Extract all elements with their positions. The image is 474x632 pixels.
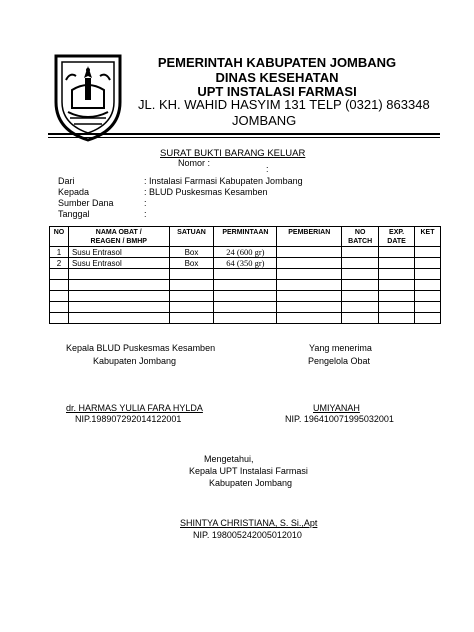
cell-nama: Susu Entrasol	[68, 247, 169, 258]
header-government: PEMERINTAH KABUPATEN JOMBANG	[157, 55, 397, 70]
table-row-empty	[50, 291, 441, 302]
col-header-no-batch-line1: NO	[354, 229, 366, 236]
table-row	[50, 258, 441, 269]
signatory-center-title-2: Kabupaten Jombang	[209, 478, 293, 488]
col-header-nama-line1: NAMA OBAT /	[95, 229, 142, 236]
signatory-right-title-2: Pengelola Obat	[308, 356, 371, 366]
table-row-empty	[50, 280, 441, 291]
col-header-exp-date-line2: DATE	[387, 238, 406, 245]
col-header-nama	[68, 227, 169, 247]
field-value-sumber-dana: :	[144, 198, 147, 208]
signatory-left-name: dr. HARMAS YULIA FARA HYLDA	[66, 403, 203, 413]
nomor-colon: :	[266, 164, 269, 174]
header-divider	[48, 133, 440, 135]
signatory-center-name: SHINTYA CHRISTIANA, S. Si.,Apt	[180, 518, 318, 528]
mengetahui-label: Mengetahui,	[204, 454, 254, 464]
signatory-center-nip: NIP. 198005242005012010	[193, 530, 302, 540]
cell-exp-date	[379, 258, 415, 269]
cell-no: 2	[50, 258, 69, 269]
col-header-no-batch	[342, 227, 379, 247]
header-unit: UPT INSTALASI FARMASI	[197, 84, 357, 99]
signatory-center-title-1: Kepala UPT Instalasi Farmasi	[189, 466, 308, 476]
cell-no-batch	[342, 258, 379, 269]
signatory-right-title-1: Yang menerima	[309, 343, 372, 353]
field-label-tanggal: Tanggal	[58, 209, 90, 219]
table-row-empty	[50, 313, 441, 324]
cell-pemberian	[277, 247, 342, 258]
col-header-pemberian: PEMBERIAN	[277, 227, 342, 247]
cell-permintaan: 24 (600 gr)	[214, 247, 277, 258]
table-row	[50, 247, 441, 258]
table-header-row	[50, 227, 441, 247]
col-header-ket: KET	[415, 227, 441, 247]
col-header-nama-line2: REAGEN / BMHP	[90, 238, 147, 245]
col-header-no-batch-line2: BATCH	[348, 238, 373, 245]
header-city: JOMBANG	[232, 113, 297, 128]
cell-satuan: Box	[169, 247, 214, 258]
col-header-permintaan: PERMINTAAN	[214, 227, 277, 247]
col-header-no: NO	[50, 227, 69, 247]
cell-ket	[415, 258, 441, 269]
col-header-exp-date-line1: EXP.	[389, 229, 405, 236]
cell-permintaan: 64 (350 gr)	[214, 258, 277, 269]
nomor-label: Nomor :	[178, 158, 211, 168]
field-label-kepada: Kepada	[58, 187, 90, 197]
table-row-empty	[50, 269, 441, 280]
signatory-right-nip: NIP. 196410071995032001	[285, 414, 394, 424]
header-department: DINAS KESEHATAN	[215, 70, 339, 85]
cell-exp-date	[379, 247, 415, 258]
cell-no: 1	[50, 247, 69, 258]
cell-pemberian	[277, 258, 342, 269]
cell-ket	[415, 247, 441, 258]
cell-no-batch	[342, 247, 379, 258]
col-header-satuan: SATUAN	[169, 227, 214, 247]
field-label-sumber-dana: Sumber Dana	[58, 198, 114, 208]
items-table	[49, 226, 441, 324]
cell-nama: Susu Entrasol	[68, 258, 169, 269]
header-address: JL. KH. WAHID HASYIM 131 TELP (0321) 863348	[138, 97, 430, 112]
field-label-dari: Dari	[58, 176, 75, 186]
document-title: SURAT BUKTI BARANG KELUAR	[160, 148, 306, 159]
signatory-right-name: UMIYANAH	[313, 403, 360, 413]
header-divider-thin	[48, 137, 440, 138]
col-header-exp-date	[379, 227, 415, 247]
signatory-left-title-1: Kepala BLUD Puskesmas Kesamben	[66, 343, 216, 353]
field-value-tanggal: :	[144, 209, 147, 219]
signatory-left-title-2: Kabupaten Jombang	[93, 356, 177, 366]
cell-satuan: Box	[169, 258, 214, 269]
field-value-dari: : Instalasi Farmasi Kabupaten Jombang	[144, 176, 303, 186]
field-value-kepada: : BLUD Puskesmas Kesamben	[144, 187, 268, 197]
signatory-left-nip: NIP.198907292014122001	[75, 414, 182, 424]
table-row-empty	[50, 302, 441, 313]
